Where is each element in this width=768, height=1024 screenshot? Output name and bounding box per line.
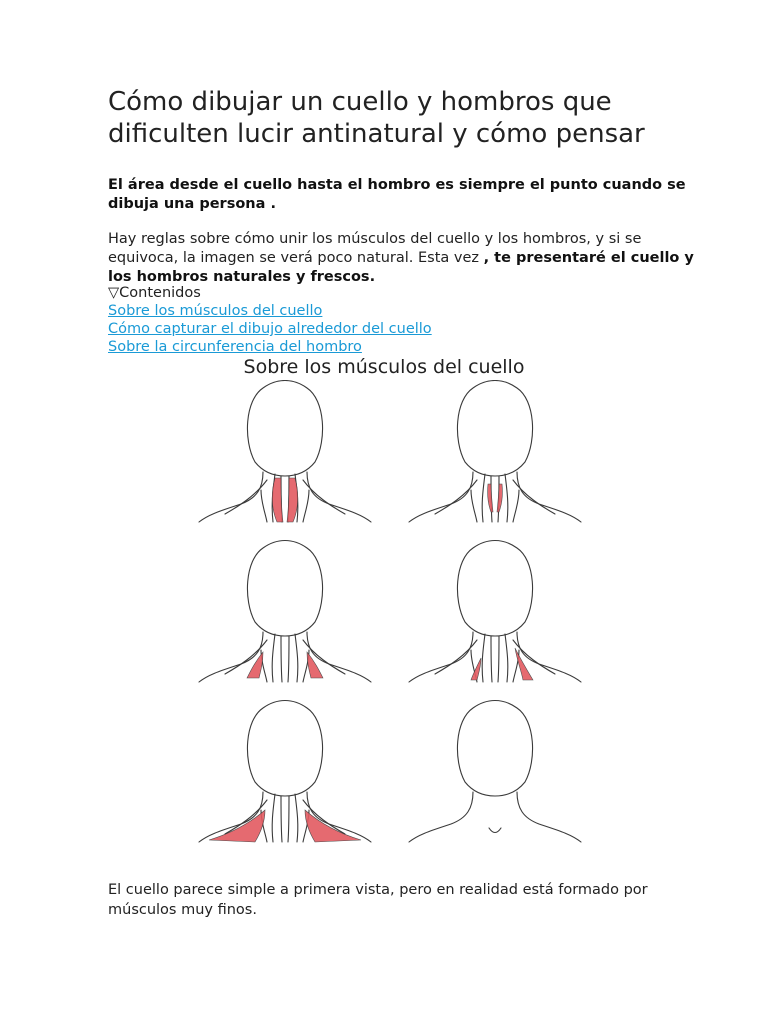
closing-paragraph: El cuello parece simple a primera vista, pero en realidad está formado por músculos muy finos. <box>108 882 648 918</box>
neck-strand <box>505 474 508 522</box>
neck-strand <box>261 490 267 522</box>
toc-link-shoulder-circumference[interactable]: Sobre la circunferencia del hombro <box>108 339 362 355</box>
neck-strand <box>295 794 298 842</box>
toc-link-neck-muscles[interactable]: Sobre los músculos del cuello <box>108 303 323 319</box>
lead-paragraph: El área desde el cuello hasta el hombro es siempre el punto cuando se dibuja una persona . <box>108 177 686 212</box>
neck-strand <box>482 634 485 682</box>
neck-sketch-center-wide <box>199 381 371 523</box>
highlighted-muscle <box>497 484 502 512</box>
table-of-contents <box>108 302 432 356</box>
toc-item <box>108 320 432 338</box>
head-outline <box>457 381 532 477</box>
neck-strand <box>303 490 309 522</box>
neck-strand <box>272 794 275 842</box>
neck-notch <box>489 828 501 833</box>
head-outline <box>457 541 532 637</box>
article-title: Cómo dibujar un cuello y hombros que dificulten lucir antinatural y cómo pensar <box>108 87 645 149</box>
neck-sketch-center-thin <box>409 381 581 523</box>
left-shoulder-line <box>409 792 473 842</box>
neck-sketch-outline <box>409 701 581 843</box>
head-outline <box>247 701 322 797</box>
neck-strand <box>482 474 485 522</box>
intro-plain-text: Hay reglas sobre cómo unir los músculos del cuello y los hombros, y si se equivoca, la imagen se verá poco natural. Esta vez <box>108 231 642 266</box>
neck-strand <box>295 634 298 682</box>
intro-bold-text: , te presentaré el cuello y los hombros naturales y frescos. <box>108 250 694 285</box>
head-outline <box>457 701 532 797</box>
neck-strand <box>491 636 492 682</box>
neck-strand <box>281 636 282 682</box>
right-shoulder-line <box>517 792 581 842</box>
head-outline <box>247 381 322 477</box>
left-shoulder-line <box>199 472 263 522</box>
highlighted-muscle <box>488 484 493 512</box>
neck-strand <box>288 796 289 842</box>
neck-muscles-illustration <box>180 380 600 860</box>
toc-item <box>108 302 432 320</box>
toc-heading: ▽Contenidos <box>108 285 201 301</box>
neck-strand <box>288 636 289 682</box>
right-shoulder-line <box>517 472 581 522</box>
neck-strand <box>281 796 282 842</box>
neck-strand <box>505 634 508 682</box>
neck-sketch-sides-right <box>409 541 581 683</box>
intro-paragraph <box>108 230 708 287</box>
neck-strand <box>272 634 275 682</box>
neck-strand <box>498 636 499 682</box>
toc-item <box>108 338 432 356</box>
left-shoulder-line <box>409 472 473 522</box>
neck-strand <box>471 490 477 522</box>
toc-link-drawing-around-neck[interactable]: Cómo capturar el dibujo alrededor del cuello <box>108 321 432 337</box>
neck-strand <box>513 490 519 522</box>
right-shoulder-line <box>307 472 371 522</box>
section-title: Sobre los músculos del cuello <box>243 356 525 378</box>
neck-sketch-sides-low <box>199 541 371 683</box>
neck-sketch-trapezius <box>199 701 371 843</box>
head-outline <box>247 541 322 637</box>
left-shoulder-line <box>409 632 473 682</box>
